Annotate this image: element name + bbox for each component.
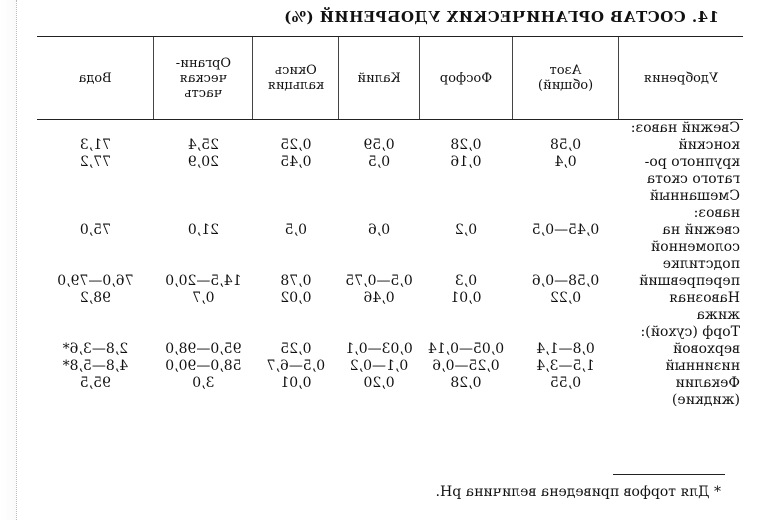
table-row	[37, 375, 743, 409]
column-header: Фосфор	[419, 37, 512, 120]
cell-value: 95,0—98,0	[165, 341, 242, 357]
column-header: Окись кальция	[253, 37, 339, 120]
cell-value: 0,8—1,4	[536, 341, 595, 357]
table-row	[37, 222, 743, 273]
cell-value: 0,16	[450, 154, 482, 170]
cell-value: 0,22	[549, 290, 582, 306]
cell-value: 0,7	[192, 290, 215, 306]
cell-value: 0,1—0,2	[349, 358, 409, 374]
header-row	[37, 37, 743, 120]
cell-value: 0,46	[363, 290, 395, 306]
table-row	[37, 154, 743, 188]
table-row	[37, 358, 743, 375]
cell-value: 76,0—79,0	[57, 273, 134, 289]
row-label: низинный	[665, 358, 740, 374]
cell-value: 0,3	[454, 273, 478, 289]
table-row	[37, 137, 743, 154]
cell-value: 0,6	[367, 222, 391, 238]
cell-value: 4,8—5,8*	[62, 358, 129, 374]
cell-value: 75,0	[79, 222, 111, 238]
cell-value: 0,25	[280, 341, 312, 357]
section-label: Смешанный навоз:	[649, 188, 740, 221]
cell-value: 0,45—0,5	[531, 222, 600, 238]
cell-value: 0,5—0,75	[345, 273, 413, 289]
cell-value: 0,01	[280, 375, 312, 391]
cell-value: 0,59	[363, 137, 395, 153]
cell-value: 58,0—90,0	[165, 358, 242, 374]
table-row	[37, 341, 743, 358]
column-header: Вода	[37, 37, 154, 120]
cell-value: 0,05—0,14	[427, 341, 505, 357]
cell-value: 0,28	[450, 137, 482, 153]
cell-value: 0,25	[280, 137, 312, 153]
row-label: крупного ро- гатого скота	[644, 154, 740, 187]
row-label: конский	[678, 137, 740, 153]
row-label: Навозная жижа	[668, 290, 740, 323]
cell-value: 0,28	[450, 375, 482, 391]
row-label: верховой	[672, 341, 740, 357]
section-row	[37, 324, 743, 341]
row-label: перепревший	[638, 273, 740, 289]
cell-value: 0,58—0,6	[531, 273, 600, 289]
cell-value: 0,58	[549, 137, 582, 153]
section-label: Свежий навоз:	[630, 120, 740, 136]
cell-value: 0,78	[280, 273, 312, 289]
cell-value: 0,2	[454, 222, 478, 238]
cell-value: 0,5	[284, 222, 308, 238]
section-label: Торф (сухой):	[640, 324, 740, 340]
cell-value: 20,9	[187, 154, 219, 170]
cell-value: 0,01	[450, 290, 482, 306]
table-title: 14. СОСТАВ ОРГАНИЧЕСКИХ УДОБРЕНИЙ (%)	[283, 8, 719, 26]
cell-value: 77,2	[79, 154, 111, 170]
cell-value: 3,0	[192, 375, 215, 391]
cell-value: 0,25—0,6	[432, 358, 500, 374]
footnote-text: * Для торфов приведена величина pH.	[435, 484, 721, 500]
cell-value: 95,5	[79, 375, 111, 391]
section-row	[37, 188, 743, 222]
table-row	[37, 290, 743, 324]
row-label: Фекалии (жидкие)	[671, 375, 740, 408]
section-row	[37, 120, 743, 138]
cell-value: 71,3	[79, 137, 111, 153]
cell-value: 0,03—0,1	[345, 341, 413, 357]
column-header: Удобрения	[618, 37, 743, 120]
cell-value: 1,5—3,4	[536, 358, 595, 374]
cell-value: 0,45	[280, 154, 312, 170]
column-header: Калий	[339, 37, 420, 120]
cell-value: 21,0	[187, 222, 219, 238]
column-header: Органи- ческая часть	[154, 37, 253, 120]
cell-value: 14,5—20,0	[165, 273, 242, 289]
footnote-rule	[613, 474, 725, 475]
cell-value: 25,4	[187, 137, 219, 153]
cell-value: 0,5	[367, 154, 391, 170]
cell-value: 2,8—3,6*	[62, 341, 129, 357]
cell-value: 98,2	[79, 290, 111, 306]
cell-value: 0,02	[280, 290, 312, 306]
fertilizer-table	[37, 36, 743, 409]
row-label: свежий на соломенной подстилке	[650, 222, 740, 272]
cell-value: 0,55	[549, 375, 582, 391]
table-row	[37, 273, 743, 290]
page-fold-edge	[0, 0, 17, 520]
cell-value: 0,5—6,7	[266, 358, 326, 374]
cell-value: 0,4	[554, 154, 577, 170]
column-header: Азот (общий)	[513, 37, 619, 120]
cell-value: 0,20	[363, 375, 395, 391]
